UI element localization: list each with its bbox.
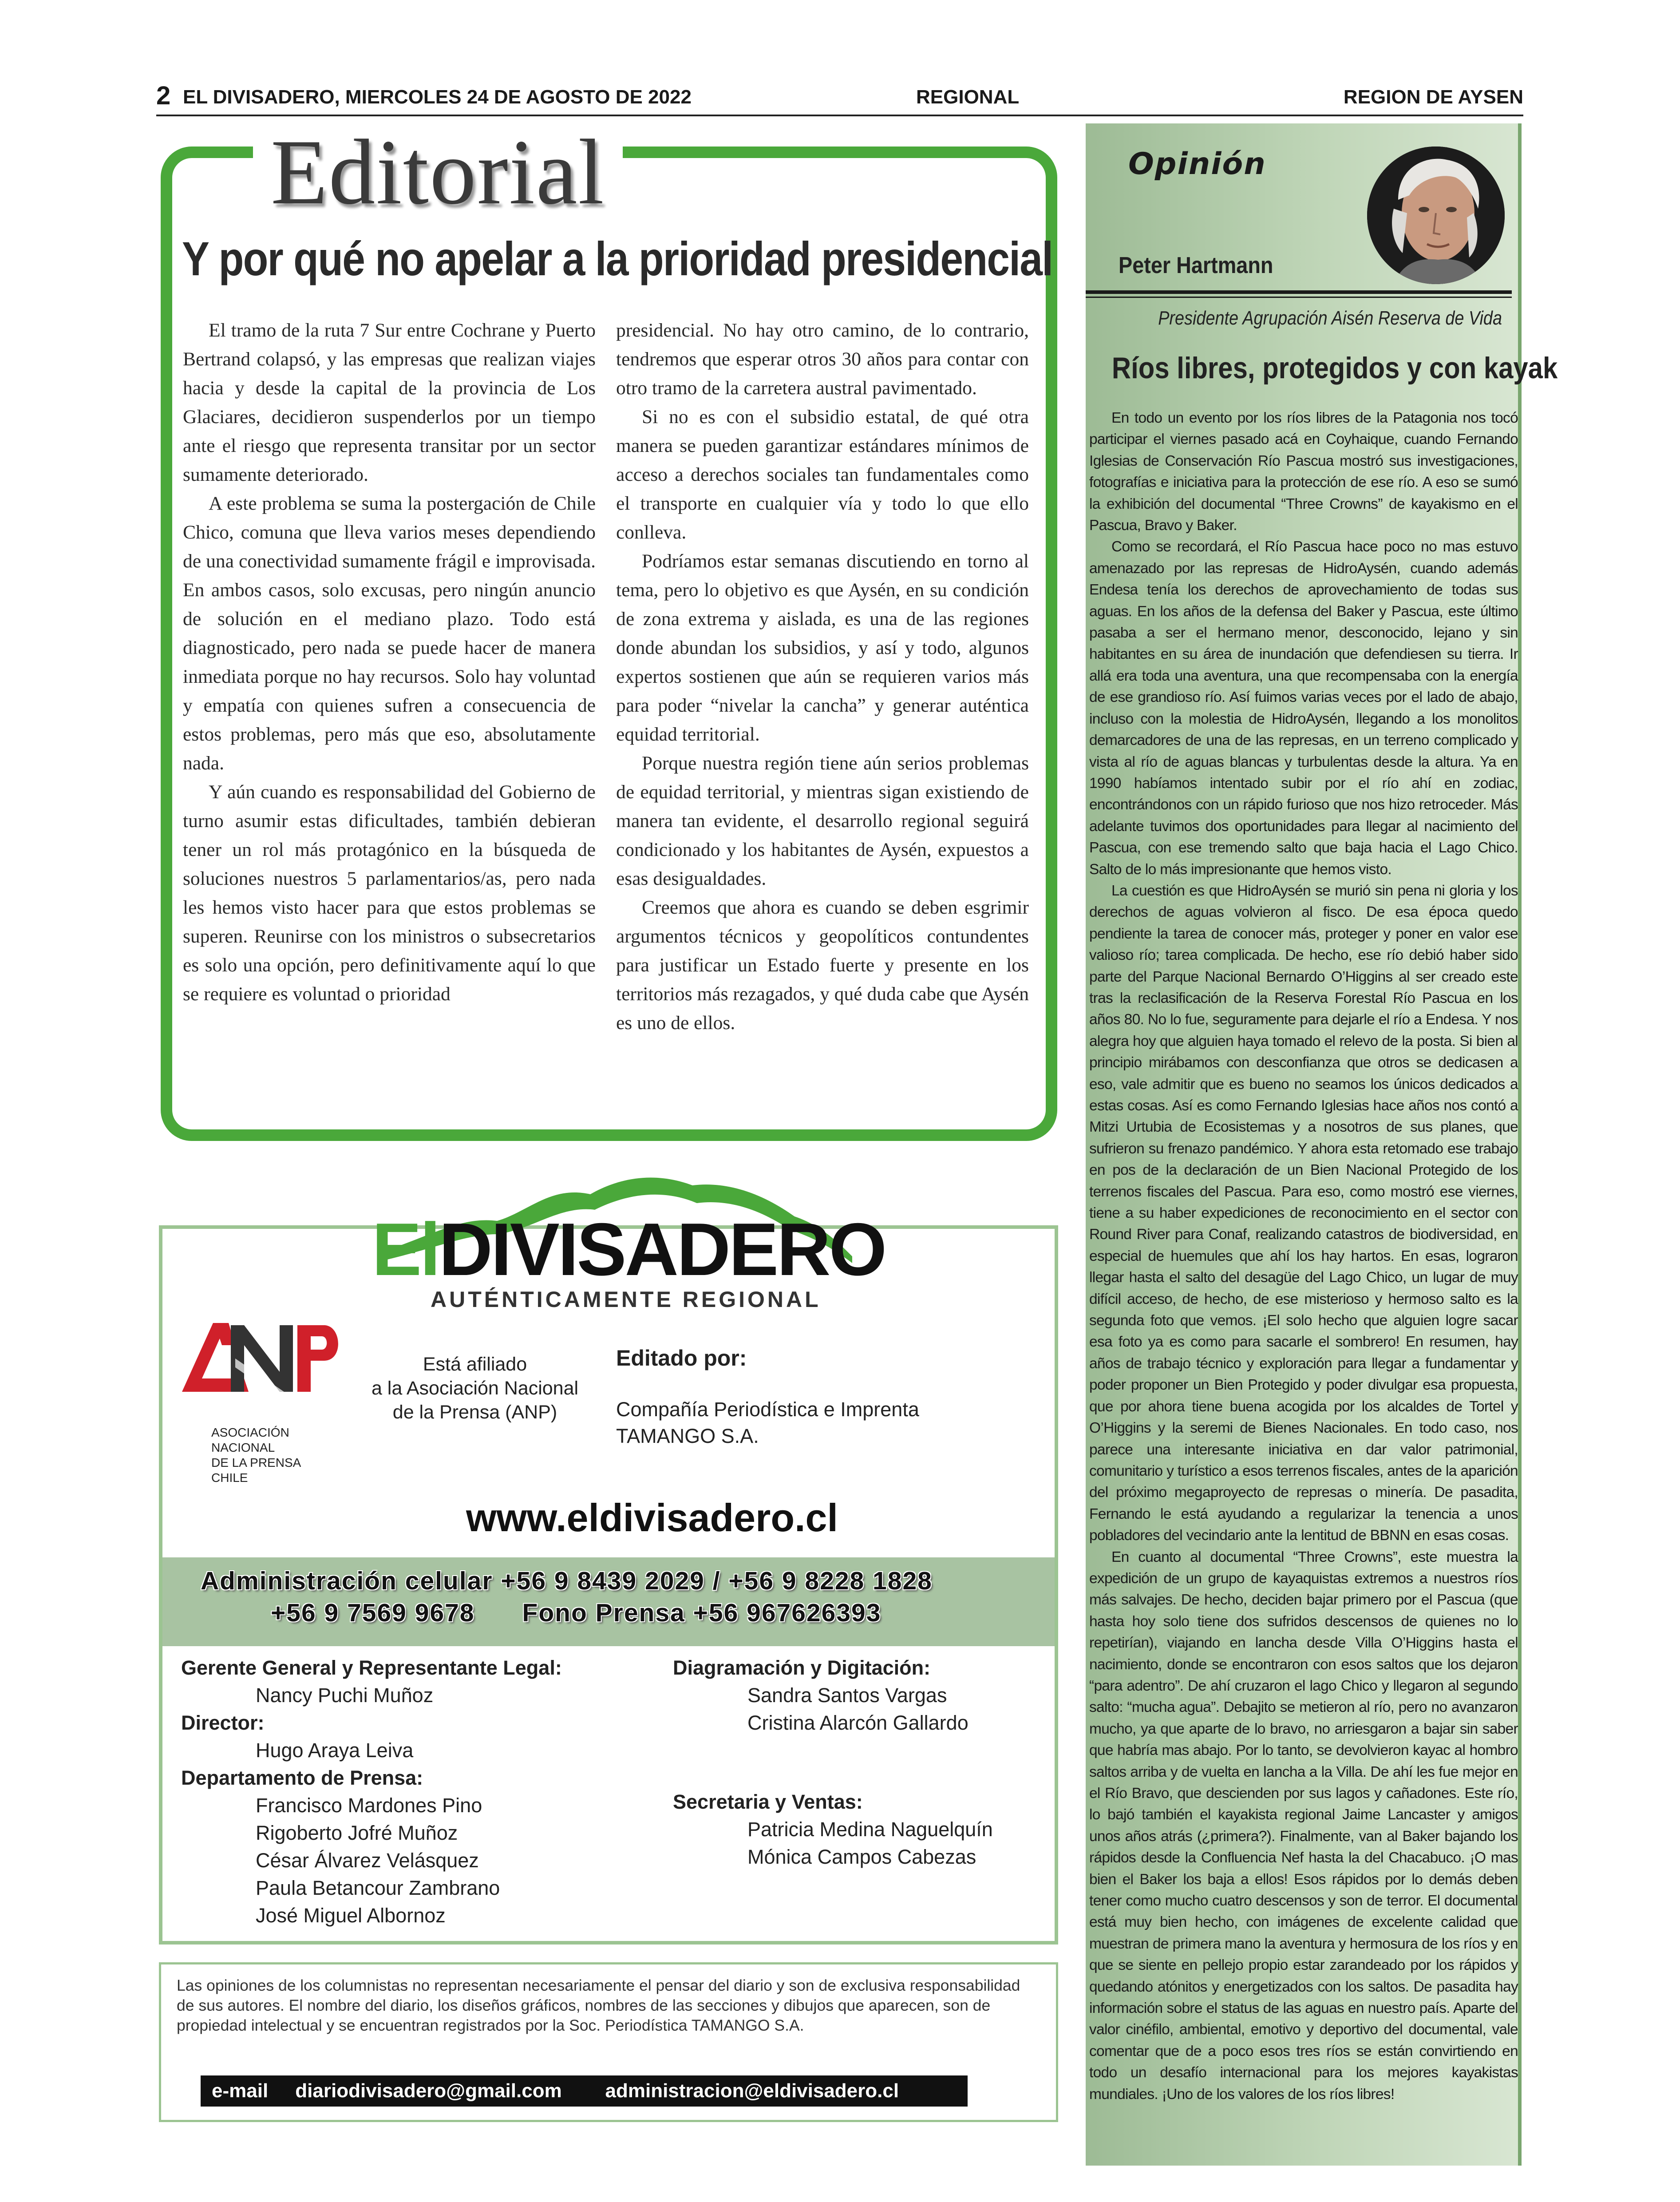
anp-logo xyxy=(178,1319,346,1394)
staff-name: Paula Betancour Zambrano xyxy=(256,1877,500,1899)
region-name: REGION DE AYSEN xyxy=(1343,86,1523,108)
editorial-paragraph: Y aún cuando es responsabilidad del Gobierno de turno asumir estas dificultades, también debieran tener un rol más protagónico en la búsqueda de soluciones nuestros 5 parlamentarios/as, pero nada les hemos visto hacer para que estos problemas se superen. Reunirse con los ministros o subsecretarios es solo una opción, pero definitivamente aquí lo que se requiere es voluntad o prioridad xyxy=(183,781,596,1005)
logo-tagline: AUTÉNTICAMENTE REGIONAL xyxy=(431,1287,821,1312)
edited-by-line: Compañía Periodística e Imprenta xyxy=(616,1398,919,1421)
email-link-1[interactable]: diariodivisadero@gmail.com xyxy=(295,2080,562,2102)
editorial-paragraph: presidencial. No hay otro camino, de lo contrario, tendremos que esperar otros 30 años para contar con otro tramo de la carretera austral pavimentado. xyxy=(616,320,1029,399)
staff-list-left xyxy=(181,1654,562,1929)
email-link-2[interactable]: administracion@eldivisadero.cl xyxy=(605,2080,899,2102)
editorial-headline: Y por qué no apelar a la prioridad presidencial xyxy=(182,232,1053,285)
email-bar xyxy=(201,2075,968,2107)
logo-el: El xyxy=(372,1208,439,1291)
author-portrait-icon xyxy=(1367,147,1505,284)
disclaimer-text: Las opiniones de los columnistas no representan necesariamente el pensar del diario y son de exclusiva responsabilidad de sus autores. El nombre del diario, los diseños gráficos, nombres de las secciones y dibujos que aparecen, son de propiedad intelectual y se encuentran registrados por la Soc. Periodística TAMANGO S.A. xyxy=(177,1976,1020,2034)
admin-phone-line-1: Administración celular +56 9 8439 2029 / +56 9 8228 1828 xyxy=(201,1567,933,1595)
staff-name: Cristina Alarcón Gallardo xyxy=(747,1711,968,1734)
website-link[interactable]: www.eldivisadero.cl xyxy=(466,1496,838,1540)
affiliation-line: a la Asociación Nacional xyxy=(371,1378,579,1399)
page-number: 2 xyxy=(156,81,171,110)
logo-divisadero: DIVISADERO xyxy=(439,1208,885,1291)
opinion-paragraph: La cuestión es que HidroAysén se murió sin pena ni gloria y los derechos de aguas volvieron al fisco. De esa época quedo pendiente la tarea de conocer más, proteger y poner en valor ese valioso río; tarea complicada. De hecho, ese río debió haber sido parte del Parque Nacional Bernardo O’Higgins al ser creado este tras la reclasificación de la Reserva Forestal Río Pascua en los años 80. No lo fue, seguramente para dejarle el río a Endesa. Y nos alegra hoy que alguien haya tomado el relevo de la posta. Si bien al principio mirábamos con desconfianza que otros se dedicasen a eso, vale admitir que es bueno no seamos los únicos dedicados a estas cosas. Así es como Fernando Iglesias hace años nos contó a Mitzi Urtubia de Ecosistemas y a nosotros de sus planes, que sufrieron su frenazo pandémico. Y ahora esta retomado ese trabajo en pos de la declaración de un Bien Nacional Protegido de los terrenos fiscales del Pascua. Para eso, como mostró ese viernes, tiene a su haber expediciones de reconocimiento en el sector con Round River para Conaf, realizando catastros de biodiversidad, en especial de huemules que ahí los hay hartos. En esas, lograron llegar hasta el salto del desagüe del Lago Chico, un lugar de muy difícil acceso, de hecho, de ese misterioso y hermoso salto es la segunda foto que vemos. ¡El solo hecho que alguien logre sacar esa foto ya es como para sacarle el sombrero! En resumen, hay años de trabajo técnico y exploración para llegar a fundamentar y poder proponer un Bien Protegido y poder divulgar esa propuesta, que por ahora tiene buena acogida por los alcaldes de Tortel y O’Higgins y la seremi de Bienes Nacionales. En todo caso, nos parece una interesante iniciativa en dar valor patrimonial, comunitario y turístico a esos terrenos fiscales, antes de la aparición del próximo megaproyecto de represas o minería. De pasadita, Fernando le está ayudando a regularizar la tenencia a unos pobladores del vecindario ante la lentitud de BBNN en esas cosas. xyxy=(1089,882,1518,1544)
opinion-paragraph: En todo un evento por los ríos libres de la Patagonia nos tocó participar el viernes pasado acá en Coyhaique, cuando Fernando Iglesias de Conservación Río Pascua mostró sus investigaciones, fotografías e iniciativa para la protección de ese río. A eso se sumó la exhibición del documental “Three Crowns” de kayakismo en el Pascua, Bravo y Baker. xyxy=(1089,410,1518,534)
page-header xyxy=(156,81,1523,115)
staff-role: Departamento de Prensa: xyxy=(181,1766,423,1789)
newspaper-logo xyxy=(372,1208,885,1291)
staff-name: José Miguel Albornoz xyxy=(256,1904,446,1927)
staff-role: Diagramación y Digitación: xyxy=(673,1656,931,1679)
section-name: REGIONAL xyxy=(916,86,1020,108)
editorial-paragraph: Porque nuestra región tiene aún serios problemas de equidad territorial, y mientras sigan existiendo de manera tan evidente, el desarrollo regional seguirá condicionado y los habitantes de Aysén, expuestos a esas desigualdades. xyxy=(616,752,1029,889)
date-line: EL DIVISADERO, MIERCOLES 24 DE AGOSTO DE 2022 xyxy=(183,86,692,108)
staff-role: Secretaria y Ventas: xyxy=(673,1790,863,1813)
anp-caption-line: ASOCIACIÓN xyxy=(211,1426,289,1439)
editorial-paragraph: Podríamos estar semanas discutiendo en torno al tema, pero lo objetivo es que Aysén, en su condición de zona extrema y aislada, es una de las regiones donde abundan los subsidios, y así y todo, algunos expertos sostienen que aún se requieren varios más para poder “nivelar la cancha” y generar auténtica equidad territorial. xyxy=(616,550,1029,745)
opinion-author: Peter Hartmann xyxy=(1119,253,1273,278)
opinion-title: Ríos libres, protegidos y con kayak xyxy=(1111,351,1558,385)
opinion-rule xyxy=(1086,290,1512,294)
editorial-paragraph: Creemos que ahora es cuando se deben esgrimir argumentos técnicos y geopolíticos contundentes para justificar un Estado fuerte y presente en los territorios más rezagados, y qué duda cabe que Aysén es uno de ellos. xyxy=(616,897,1029,1034)
header-rule xyxy=(156,115,1523,116)
affiliation-line: de la Prensa (ANP) xyxy=(392,1402,557,1423)
staff-name: Nancy Puchi Muñoz xyxy=(256,1684,434,1707)
staff-role: Gerente General y Representante Legal: xyxy=(181,1656,562,1679)
staff-list-right xyxy=(673,1654,968,1737)
staff-name: Hugo Araya Leiva xyxy=(256,1739,414,1762)
affiliation-text xyxy=(360,1352,590,1424)
anp-caption-line: NACIONAL xyxy=(211,1441,275,1454)
anp-caption xyxy=(211,1425,327,1485)
staff-name: Mónica Campos Cabezas xyxy=(747,1846,976,1868)
opinion-label: Opinión xyxy=(1128,147,1266,182)
edited-by-label: Editado por: xyxy=(616,1346,747,1370)
author-photo xyxy=(1367,147,1505,284)
anp-caption-line: CHILE xyxy=(211,1471,248,1485)
anp-caption-line: DE LA PRENSA xyxy=(211,1456,301,1469)
staff-name: César Álvarez Velásquez xyxy=(256,1849,479,1872)
editorial-paragraph: A este problema se suma la postergación de Chile Chico, comuna que lleva varios meses dependiendo de una conectividad sumamente frágil e improvisada. En ambos casos, solo excusas, pero ningún anuncio de solución en el mediano plazo. Todo está diagnosticado, pero nada se puede hacer de manera inmediata porque no hay recursos. Solo hay voluntad y empatía con quienes sufren a consecuencia de estos problemas, pero más que eso, absolutamente nada. xyxy=(183,493,596,774)
edited-by-line: TAMANGO S.A. xyxy=(616,1425,759,1447)
opinion-author-role: Presidente Agrupación Aisén Reserva de Vida xyxy=(1158,307,1502,329)
opinion-paragraph: En cuanto al documental “Three Crowns”, este muestra la expedición de un grupo de kayaquistas extremos a nuestros ríos más salvajes. De hecho, deciden bajar primero por el Pascua (que hasta hoy solo tiene dos sufridos descensos de quienes no lo repetirían), viajando en lancha desde Villa O’Higgins hasta el nacimiento, donde se encontraron con esos saltos que los dejaron “para adentro”. De ahí cruzaron el lago Chico y llegaron al segundo salto: “mucha agua”. Debajito se metieron al río, pero no avanzaron mucho, ya que aparte de lo bravo, no arriesgaron a bajar sin saber que habría mas abajo. Por lo tanto, se devolvieron kayac al hombro saltos arriba y de vuelta en lancha a la Villa. De ahí les fue mejor en el Río Bravo, que descienden por sus lagos y cañadones. Este río, lo bajó también el kayakista regional Jaime Lancaster y amigos unos años atrás (¿primera?). Finalmente, van al Baker bajando los rápidos desde la Confluencia Nef hasta la del Chacabuco. ¡O mas bien el Baker los baja a ellos! Esos rápidos por lo demás deben tener como mucho cuatro descensos y son de terror. El documental está muy bien hecho, con imágenes de excelente calidad que muestran de primera mano la aventura y hermosura de los ríos y en que se siente en pellejo propio estar zarandeado por los rápidos y quedando atónitos y energetizados con los saltos. De pasadita hay información sobre el status de las aguas en nuestro país. Aparte del valor cinéfilo, ambiental, emotivo y deportivo del documental, vale comentar que de a poco esos tres ríos se están convirtiendo en todo un desafío internacional para los mejores kayakistas mundiales. ¡Uno de los valores de los ríos libres! xyxy=(1089,1549,1518,2103)
staff-name: Sandra Santos Vargas xyxy=(747,1684,947,1707)
staff-name: Francisco Mardones Pino xyxy=(256,1794,482,1817)
admin-phone-line-2: +56 9 7569 9678 Fono Prensa +56 967626393 xyxy=(271,1599,882,1627)
editorial-paragraph: Si no es con el subsidio estatal, de qué otra manera se pueden garantizar estándares mínimos de acceso a derechos sociales tan fundamentales como el transporte en cualquier vía y todo lo que ello conlleva. xyxy=(616,406,1029,543)
editorial-label: Editorial xyxy=(253,119,623,226)
editorial-column-1 xyxy=(183,316,596,1009)
opinion-paragraph: Como se recordará, el Río Pascua hace poco no mas estuvo amenazado por las represas de HidroAysén, cuando además Endesa tenía los derechos de aprovechamiento de todas sus aguas. En los años de la defensa del Baker y Pascua, este último pasaba a ser el hermano menor, desconocido, lejano y sin habitantes en su área de inundación que defendiesen su tierra. Ir allá era toda una aventura, una que recompensaba con la energía de ese grandioso río. Así fuimos varias veces por el lado de abajo, incluso con la molestia de HidroAysén, llegando a los monolitos demarcadores de una de las represas, en un terreno complicado y vista al río de aguas blancas y turbulentas desde la altura. Ya en 1990 habíamos intentado subir por el río ahí en zodiac, encontrándonos con un rápido furioso que nos hizo retroceder. Más adelante tuvimos dos oportunidades para llegar al nacimiento del Pascua, con ese tremendo salto que baja hacia el Lago Chico. Salto de lo más impresionante que hemos visto. xyxy=(1089,539,1518,878)
edited-by-company xyxy=(616,1396,919,1450)
affiliation-line: Está afiliado xyxy=(423,1354,527,1375)
staff-role: Director: xyxy=(181,1711,265,1734)
staff-name: Rigoberto Jofré Muñoz xyxy=(256,1822,458,1844)
opinion-rule xyxy=(1086,297,1512,298)
opinion-body xyxy=(1086,408,1522,2105)
editorial-column-2 xyxy=(616,316,1029,1038)
editorial-paragraph: El tramo de la ruta 7 Sur entre Cochrane y Puerto Bertrand colapsó, y las empresas que realizan viajes hacia y desde la capital de la provincia de Los Glaciares, decidieron suspenderlos por un tiempo ante el riesgo que representa transitar por un sector sumamente deteriorado. xyxy=(183,320,596,485)
email-label: e-mail xyxy=(212,2080,269,2102)
staff-name: Patricia Medina Naguelquín xyxy=(747,1818,993,1841)
staff-list-right-2 xyxy=(673,1788,993,1871)
